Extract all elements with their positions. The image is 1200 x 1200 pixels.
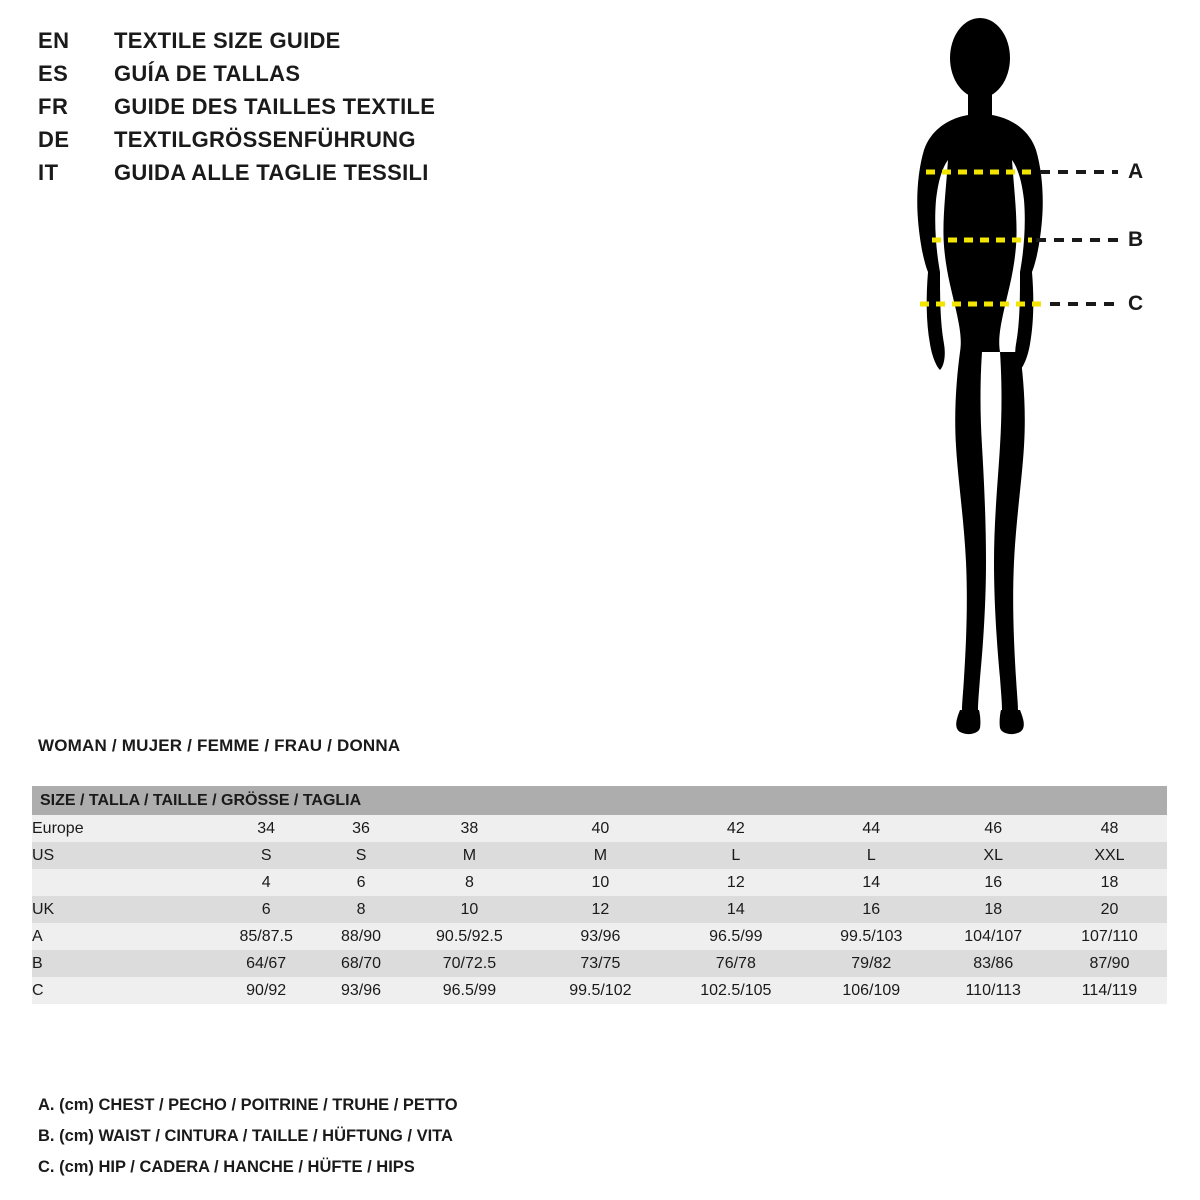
cell-europe-1: 36 [352,819,370,837]
cell-us-numeric-2: 8 [464,873,474,891]
footnote-b: B. (cm) WAIST / CINTURA / TAILLE / HÜFTUNG / VITA [38,1127,453,1145]
title-lang-it: IT [38,160,59,185]
cell-c-7: 114/119 [1081,981,1138,999]
cell-uk-0: 6 [261,900,271,918]
cell-a-5: 99.5/103 [840,927,903,945]
cell-us-numeric-1: 6 [356,873,366,891]
cell-us-0: S [260,846,272,864]
size-table [32,786,1167,1004]
cell-b-2: 70/72.5 [442,954,497,972]
cell-a-2: 90.5/92.5 [436,927,503,945]
cell-a-1: 88/90 [341,927,382,945]
section-caption: WOMAN / MUJER / FEMME / FRAU / DONNA [38,736,401,755]
table-row-uk [32,896,1167,923]
footnote-a: A. (cm) CHEST / PECHO / POITRINE / TRUHE / PETTO [38,1096,458,1114]
cell-us-3: M [593,846,608,864]
cell-europe-7: 48 [1100,819,1119,837]
cell-c-6: 110/113 [965,981,1021,999]
cell-c-2: 96.5/99 [442,981,497,999]
cell-us-1: S [355,846,367,864]
cell-b-5: 79/82 [851,954,892,972]
cell-europe-2: 38 [460,819,479,837]
cell-b-1: 68/70 [341,954,382,972]
cell-uk-1: 8 [356,900,366,918]
title-text-de: TEXTILGRÖSSENFÜHRUNG [114,127,416,152]
cell-us-2: M [462,846,477,864]
cell-us-5: L [866,846,876,864]
cell-us-numeric-6: 16 [984,873,1003,891]
table-row-a [32,923,1167,950]
cell-europe-0: 34 [257,819,276,837]
row-label-uk: UK [32,900,55,918]
size-table-header-cell: SIZE / TALLA / TAILLE / GRÖSSE / TAGLIA [32,786,1167,815]
footnote-c: C. (cm) HIP / CADERA / HANCHE / HÜFTE / HIPS [38,1158,415,1176]
row-label-c: C [32,981,44,999]
cell-b-7: 87/90 [1089,954,1130,972]
cell-uk-2: 10 [460,900,479,918]
cell-us-numeric-4: 12 [726,873,745,891]
cell-a-7: 107/110 [1081,927,1138,945]
cell-uk-7: 20 [1100,900,1119,918]
cell-europe-3: 40 [591,819,610,837]
title-lang-es: ES [38,61,69,86]
cell-uk-5: 16 [862,900,881,918]
table-row-c [32,977,1167,1004]
cell-us-4: L [731,846,741,864]
cell-uk-4: 14 [726,900,745,918]
cell-uk-3: 12 [591,900,610,918]
title-text-it: GUIDA ALLE TAGLIE TESSILI [114,160,429,185]
title-row-es [38,61,598,94]
cell-c-1: 93/96 [341,981,382,999]
cell-a-4: 96.5/99 [709,927,763,945]
size-table-body [32,815,1167,1004]
cell-c-3: 99.5/102 [569,981,632,999]
measure-label-b: B [1128,228,1144,251]
cell-a-3: 93/96 [580,927,621,945]
cell-b-0: 64/67 [246,954,287,972]
cell-b-3: 73/75 [580,954,621,972]
cell-europe-6: 46 [984,819,1003,837]
title-text-fr: GUIDE DES TAILLES TEXTILE [114,94,436,119]
cell-us-6: XL [983,846,1003,864]
measure-label-c: C [1128,292,1144,315]
title-block [38,28,598,193]
cell-us-7: XXL [1094,846,1125,864]
measure-label-a: A [1128,160,1144,183]
row-label-europe: Europe [32,819,84,837]
title-lang-fr: FR [38,94,69,119]
table-row-us [32,842,1167,869]
cell-a-0: 85/87.5 [239,927,293,945]
row-label-a: A [32,927,43,945]
row-label-us-numeric [32,869,212,896]
title-lang-en: EN [38,28,70,53]
cell-c-5: 106/109 [842,981,901,999]
title-lang-de: DE [38,127,70,152]
cell-europe-4: 42 [726,819,745,837]
cell-c-0: 90/92 [246,981,287,999]
cell-b-6: 83/86 [973,954,1014,972]
table-row-europe [32,815,1167,842]
title-row-de [38,127,598,160]
cell-us-numeric-0: 4 [261,873,271,891]
cell-c-4: 102.5/105 [700,981,772,999]
title-text-en: TEXTILE SIZE GUIDE [114,28,341,53]
title-row-en [38,28,598,61]
cell-a-6: 104/107 [964,927,1023,945]
figure-area [860,10,1190,750]
footnotes [38,1090,738,1183]
female-silhouette-icon [860,10,1190,750]
cell-us-numeric-5: 14 [862,873,881,891]
row-label-us: US [32,846,55,864]
cell-b-4: 76/78 [715,954,756,972]
cell-us-numeric-7: 18 [1100,873,1119,891]
title-row-it [38,160,598,193]
title-row-fr [38,94,598,127]
cell-uk-6: 18 [984,900,1003,918]
table-row-us-numeric [32,869,1167,896]
table-header-row [32,786,1167,815]
size-table-head [32,786,1167,815]
cell-us-numeric-3: 10 [591,873,610,891]
cell-europe-5: 44 [862,819,881,837]
table-row-b [32,950,1167,977]
title-text-es: GUÍA DE TALLAS [114,61,301,86]
row-label-b: B [32,954,43,972]
